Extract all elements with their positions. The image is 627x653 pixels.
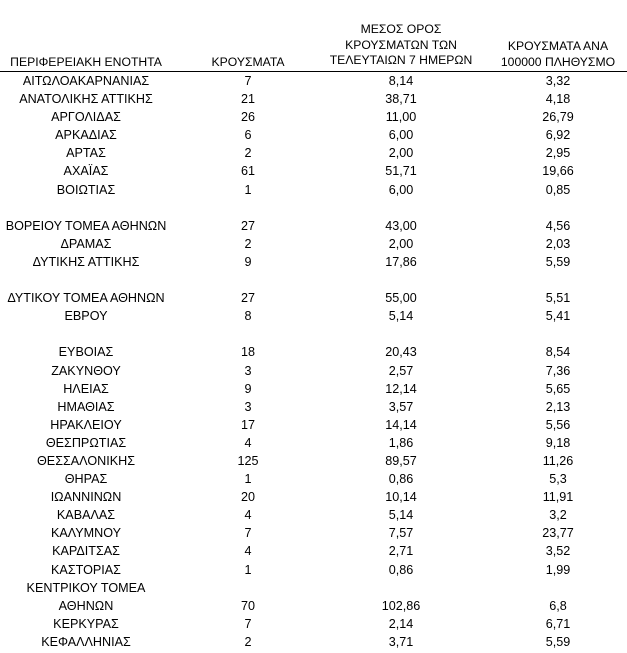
rate-cell: 9,18 <box>545 435 571 450</box>
table-row <box>0 162 627 180</box>
cases-cell: 3 <box>244 399 252 414</box>
table-row <box>0 199 627 217</box>
avg7-cell: 102,86 <box>381 598 421 613</box>
table-row <box>0 90 627 108</box>
region-cell: ΑΝΑΤΟΛΙΚΗΣ ΑΤΤΙΚΗΣ <box>19 92 153 107</box>
avg7-cell: 43,00 <box>385 218 417 233</box>
header-region-line: ΠΕΡΙΦΕΡΕΙΑΚΗ ΕΝΟΤΗΤΑ <box>10 55 162 69</box>
cases-cell: 21 <box>240 92 255 107</box>
region-cell: ΒΟΙΩΤΙΑΣ <box>56 182 116 197</box>
avg7-cell: 8,14 <box>388 74 414 88</box>
rate-cell: 8,54 <box>545 345 571 360</box>
region-cell: ΚΑΣΤΟΡΙΑΣ <box>51 562 121 577</box>
header-rate-line-2: 100000 ΠΛΗΘΥΣΜΟ <box>500 54 616 69</box>
region-cell: ΖΑΚΥΝΘΟΥ <box>51 363 121 378</box>
rate-cell: 11,91 <box>542 490 574 505</box>
region-cell: ΚΕΡΚΥΡΑΣ <box>53 616 119 631</box>
table-row <box>0 615 627 633</box>
cases-cell: 6 <box>244 128 252 143</box>
table-row <box>0 561 627 579</box>
avg7-cell: 20,43 <box>385 345 417 360</box>
rate-cell: 5,41 <box>545 309 571 324</box>
cases-cell: 1 <box>244 182 252 197</box>
rate-cell: 3,2 <box>549 508 567 523</box>
table-row <box>0 144 627 162</box>
avg7-cell: 0,86 <box>388 472 414 487</box>
table-row <box>0 470 627 488</box>
rate-cell: 19,66 <box>542 164 574 179</box>
avg7-cell: 6,00 <box>388 182 414 197</box>
avg7-cell: 17,86 <box>385 254 417 269</box>
avg7-cell: 5,14 <box>388 309 414 324</box>
avg7-cell: 51,71 <box>385 164 417 179</box>
cases-cell: 26 <box>240 110 255 125</box>
rate-cell: 3,32 <box>545 74 571 88</box>
region-cell: ΑΧΑΪΑΣ <box>63 164 109 179</box>
rate-cell: 6,71 <box>545 616 571 631</box>
region-cell: ΕΥΒΟΙΑΣ <box>58 345 114 360</box>
header-cases-line: ΚΡΟΥΣΜΑΤΑ <box>211 55 285 69</box>
region-cell: ΘΕΣΠΡΩΤΙΑΣ <box>45 435 127 450</box>
rate-cell: 0,85 <box>545 182 571 197</box>
rate-cell: 11,26 <box>542 453 574 468</box>
rate-cell: 23,77 <box>542 526 574 541</box>
cases-cell: 61 <box>240 164 255 179</box>
header-avg7-line-1: ΜΕΣΟΣ ΟΡΟΣ <box>360 22 442 36</box>
table-row <box>0 524 627 542</box>
region-cell: ΔΥΤΙΚΟΥ ΤΟΜΕΑ ΑΘΗΝΩΝ <box>7 291 165 306</box>
cases-cell: 27 <box>240 218 255 233</box>
rate-cell: 3,52 <box>545 544 571 559</box>
table-row <box>0 434 627 452</box>
avg7-cell: 2,71 <box>388 544 414 559</box>
rate-cell: 5,59 <box>545 634 571 649</box>
avg7-cell: 3,57 <box>388 399 414 414</box>
table-row <box>0 579 627 597</box>
table-row <box>0 542 627 560</box>
rate-cell: 2,03 <box>545 236 571 251</box>
rate-cell: 4,18 <box>545 92 571 107</box>
table-row <box>0 488 627 506</box>
rate-cell: 6,8 <box>549 598 567 613</box>
avg7-cell: 14,14 <box>385 417 417 432</box>
rate-cell: 2,95 <box>545 146 571 161</box>
avg7-cell: 2,00 <box>388 236 414 251</box>
avg7-cell: 12,14 <box>385 381 417 396</box>
cases-cell: 7 <box>244 74 252 88</box>
table-row <box>0 181 627 199</box>
cases-cell: 7 <box>244 526 252 541</box>
table-row <box>0 235 627 253</box>
region-cell: ΑΡΚΑΔΙΑΣ <box>55 128 117 143</box>
cases-cell: 1 <box>244 472 252 487</box>
rate-cell: 1,99 <box>545 562 571 577</box>
avg7-cell: 89,57 <box>385 453 417 468</box>
cases-cell: 9 <box>244 254 252 269</box>
region-cell: ΒΟΡΕΙΟΥ ΤΟΜΕΑ ΑΘΗΝΩΝ <box>5 218 167 233</box>
region-cell: ΗΛΕΙΑΣ <box>63 381 109 396</box>
table-row <box>0 416 627 434</box>
region-cell: ΚΑΛΥΜΝΟΥ <box>50 526 122 541</box>
rate-cell: 7,36 <box>545 363 571 378</box>
rate-cell: 5,3 <box>549 472 567 487</box>
region-cell: ΑΘΗΝΩΝ <box>58 598 114 613</box>
cases-cell: 2 <box>244 236 252 251</box>
cases-cell: 70 <box>240 598 255 613</box>
cases-cell: 2 <box>244 146 252 161</box>
region-cell: ΔΥΤΙΚΗΣ ΑΤΤΙΚΗΣ <box>32 254 140 269</box>
cases-cell: 9 <box>244 381 252 396</box>
cases-cell: 4 <box>244 435 252 450</box>
table-row <box>0 633 627 651</box>
region-cell: ΑΡΤΑΣ <box>66 146 106 161</box>
table-row <box>0 506 627 524</box>
rate-cell: 2,13 <box>545 399 571 414</box>
avg7-cell: 5,14 <box>388 508 414 523</box>
rate-cell: 5,59 <box>545 254 571 269</box>
header-avg7 <box>316 22 486 69</box>
table-row <box>0 289 627 307</box>
avg7-cell: 2,14 <box>388 616 414 631</box>
avg7-cell: 1,86 <box>388 435 414 450</box>
avg7-cell: 0,86 <box>388 562 414 577</box>
avg7-cell: 7,57 <box>388 526 414 541</box>
region-cell: ΗΡΑΚΛΕΙΟΥ <box>50 417 122 432</box>
table-row <box>0 597 627 615</box>
avg7-cell: 38,71 <box>385 92 417 107</box>
region-cell: ΚΑΡΔΙΤΣΑΣ <box>52 544 120 559</box>
region-cell: ΗΜΑΘΙΑΣ <box>57 399 115 414</box>
region-cell: ΚΕΦΑΛΛΗΝΙΑΣ <box>41 634 131 649</box>
header-rate-line-1: ΚΡΟΥΣΜΑΤΑ ΑΝΑ <box>507 39 609 53</box>
table-row <box>0 217 627 235</box>
region-cell: ΕΒΡΟΥ <box>64 309 108 324</box>
cases-cell: 17 <box>240 417 255 432</box>
region-cell: ΑΡΓΟΛΙΔΑΣ <box>51 110 121 125</box>
header-rate <box>490 39 626 70</box>
avg7-cell: 2,00 <box>388 146 414 161</box>
cases-cell: 3 <box>244 363 252 378</box>
table-row <box>0 452 627 470</box>
avg7-cell: 10,14 <box>385 490 417 505</box>
cases-cell: 7 <box>244 616 252 631</box>
cases-cell: 20 <box>240 490 255 505</box>
avg7-cell: 2,57 <box>388 363 414 378</box>
cases-cell: 4 <box>244 508 252 523</box>
region-cell: ΔΡΑΜΑΣ <box>60 236 112 251</box>
rate-cell: 5,51 <box>545 291 571 306</box>
region-cell: ΘΕΣΣΑΛΟΝΙΚΗΣ <box>37 453 135 468</box>
cases-cell: 27 <box>240 291 255 306</box>
region-cell: ΚΑΒΑΛΑΣ <box>56 508 116 523</box>
table-body <box>0 72 627 651</box>
cases-cell: 2 <box>244 634 252 649</box>
rate-cell: 26,79 <box>542 110 574 125</box>
cases-cell: 8 <box>244 309 252 324</box>
cases-cell: 1 <box>244 562 252 577</box>
table-row <box>0 343 627 361</box>
table-row <box>0 72 627 90</box>
header-cases <box>200 55 296 71</box>
cases-cell: 125 <box>237 453 259 468</box>
cases-cell: 18 <box>240 345 255 360</box>
table-row <box>0 307 627 325</box>
header-avg7-line-2: ΚΡΟΥΣΜΑΤΩΝ ΤΩΝ <box>345 37 457 52</box>
rate-cell: 4,56 <box>545 218 571 233</box>
avg7-cell: 55,00 <box>385 291 417 306</box>
table-row <box>0 253 627 271</box>
region-cell: ΙΩΑΝΝΙΝΩΝ <box>50 490 122 505</box>
header-avg7-line-3: ΤΕΛΕΥΤΑΙΩΝ 7 ΗΜΕΡΩΝ <box>329 53 473 67</box>
table-row <box>0 126 627 144</box>
avg7-cell: 3,71 <box>388 634 414 649</box>
region-cell: ΑΙΤΩΛΟΑΚΑΡΝΑΝΙΑΣ <box>22 74 150 88</box>
header-region <box>0 55 172 71</box>
table-row <box>0 380 627 398</box>
region-cell: ΚΕΝΤΡΙΚΟΥ ΤΟΜΕΑ <box>26 580 146 595</box>
table-row <box>0 362 627 380</box>
cases-cell: 4 <box>244 544 252 559</box>
rate-cell: 5,65 <box>545 381 571 396</box>
rate-cell: 5,56 <box>545 417 571 432</box>
table-row <box>0 325 627 343</box>
region-cell: ΘΗΡΑΣ <box>64 472 108 487</box>
table-row <box>0 108 627 126</box>
avg7-cell: 6,00 <box>388 128 414 143</box>
avg7-cell: 11,00 <box>385 110 417 125</box>
rate-cell: 6,92 <box>545 128 571 143</box>
table-row <box>0 398 627 416</box>
table-row <box>0 271 627 289</box>
